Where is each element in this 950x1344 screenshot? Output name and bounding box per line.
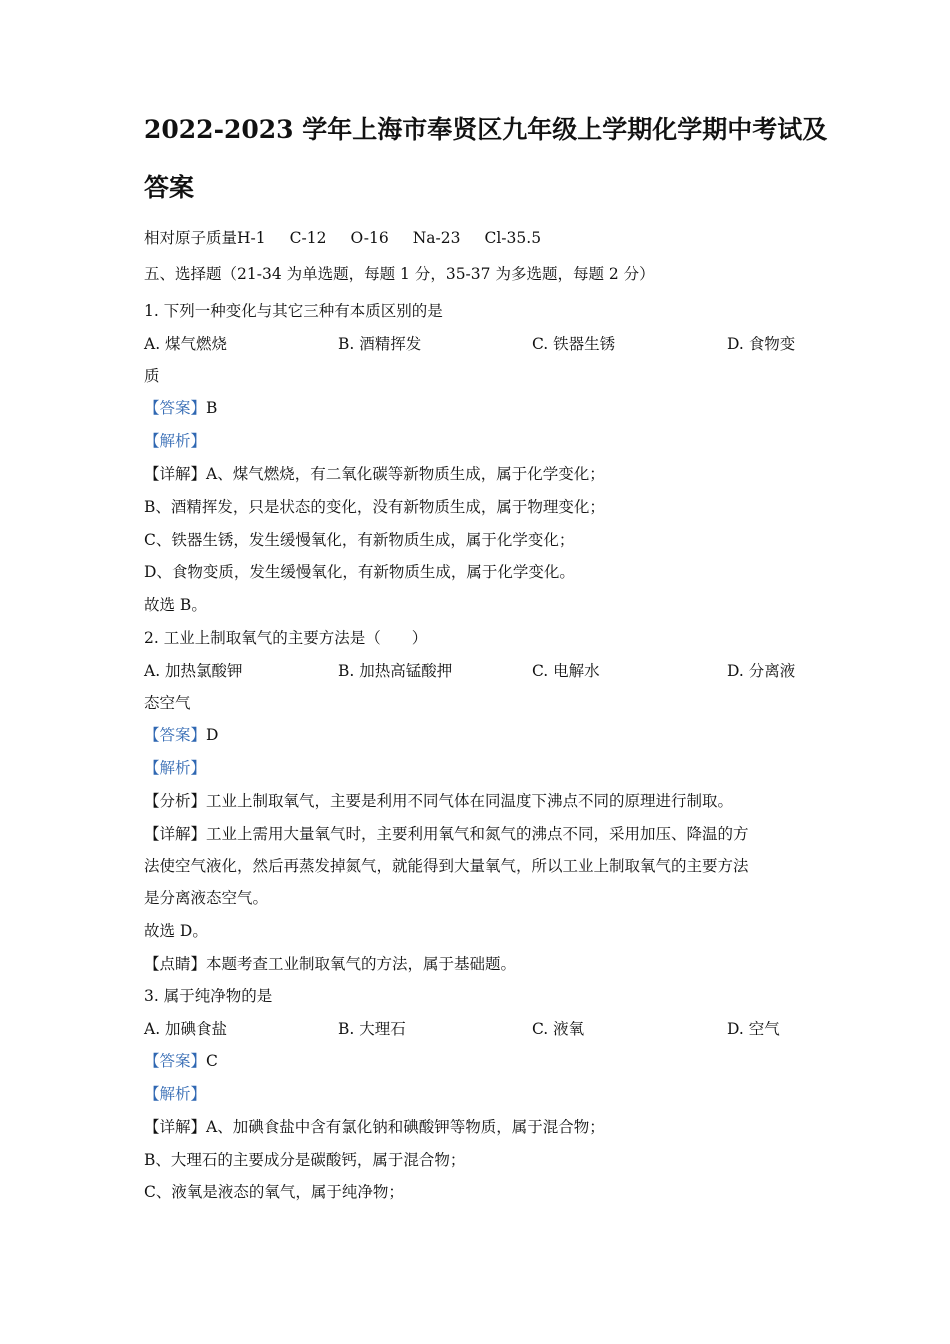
question-1-detail-line: D、食物变质，发生缓慢氧化，有新物质生成，属于化学变化。 — [144, 563, 575, 581]
fenxi-tag: 【分析】 — [144, 792, 207, 810]
atomic-mass-line — [144, 228, 565, 248]
answer-value: C — [206, 1052, 218, 1070]
question-1-option-wrap: 质 — [144, 367, 160, 385]
question-1-analysis-tag: 【解析】 — [144, 432, 207, 450]
question-2-answer — [144, 725, 218, 745]
question-3-detail-line: C、液氧是液态的氧气，属于纯净物； — [144, 1183, 404, 1201]
atomic-mass-item: H-1 — [237, 229, 266, 247]
atomic-mass-item: Cl-35.5 — [484, 229, 542, 247]
question-3-option-b: B. 大理石 — [338, 1020, 406, 1038]
dianjing-text: 本题考查工业制取氧气的方法，属于基础题。 — [206, 955, 517, 973]
question-3-option-d: D. 空气 — [727, 1020, 780, 1038]
dianjing-tag: 【点睛】 — [144, 955, 207, 973]
atomic-mass-item: Na-23 — [412, 229, 461, 247]
detail-text: A、煤气燃烧，有二氧化碳等新物质生成，属于化学变化； — [206, 465, 605, 483]
answer-tag: 【答案】 — [144, 726, 207, 744]
answer-tag: 【答案】 — [144, 1052, 207, 1070]
question-2-detail-line: 是分离液态空气。 — [144, 889, 269, 907]
detail-text: 工业上需用大量氧气时，主要利用氧气和氮气的沸点不同，采用加压、降温的方 — [206, 825, 749, 843]
question-1-stem: 1. 下列一种变化与其它三种有本质区别的是 — [144, 302, 443, 320]
atomic-mass-item: C-12 — [289, 229, 327, 247]
question-1-option-b: B. 酒精挥发 — [338, 335, 422, 353]
document-title: 2022-2023 学年上海市奉贤区九年级上学期化学期中考试及 — [144, 115, 828, 144]
question-1-detail-line: B、酒精挥发，只是状态的变化，没有新物质生成，属于物理变化； — [144, 498, 605, 516]
question-2-option-wrap: 态空气 — [144, 694, 191, 712]
question-2-detail-line: 法使空气液化，然后再蒸发掉氮气，就能得到大量氧气，所以工业上制取氧气的主要方法 — [144, 857, 749, 875]
atomic-mass-label: 相对原子质量 — [144, 229, 238, 247]
question-2-conclusion: 故选 D。 — [144, 922, 208, 940]
question-3-option-c: C. 液氧 — [532, 1020, 585, 1038]
detail-text: A、加碘食盐中含有氯化钠和碘酸钾等物质，属于混合物； — [206, 1118, 605, 1136]
question-2-option-c: C. 电解水 — [532, 662, 600, 680]
detail-tag: 【详解】 — [144, 1118, 207, 1136]
question-3-answer — [144, 1051, 218, 1071]
question-2-option-d: D. 分离液 — [727, 662, 796, 680]
detail-tag: 【详解】 — [144, 465, 207, 483]
question-3-stem: 3. 属于纯净物的是 — [144, 987, 273, 1005]
question-1-option-d: D. 食物变 — [727, 335, 796, 353]
fenxi-text: 工业上制取氧气，主要是利用不同气体在同温度下沸点不同的原理进行制取。 — [206, 792, 734, 810]
answer-value: B — [206, 399, 218, 417]
question-3-detail-line: B、大理石的主要成分是碳酸钙，属于混合物； — [144, 1151, 466, 1169]
answer-value: D — [206, 726, 219, 744]
atomic-mass-item: O-16 — [350, 229, 389, 247]
question-3-detail — [144, 1117, 605, 1137]
section-heading: 五、选择题（21-34 为单选题，每题 1 分，35-37 为多选题，每题 2 分） — [144, 265, 655, 283]
question-2-analysis-tag: 【解析】 — [144, 759, 207, 777]
question-1-option-c: C. 铁器生锈 — [532, 335, 616, 353]
detail-tag: 【详解】 — [144, 825, 207, 843]
question-1-answer — [144, 398, 217, 418]
question-1-option-a: A. 煤气燃烧 — [144, 335, 228, 353]
question-2-option-a: A. 加热氯酸钾 — [144, 662, 243, 680]
question-2-fenxi — [144, 791, 733, 811]
question-2-detail — [144, 824, 749, 844]
question-3-analysis-tag: 【解析】 — [144, 1085, 207, 1103]
question-1-conclusion: 故选 B。 — [144, 596, 207, 614]
question-2-dianjing — [144, 954, 516, 974]
question-2-option-b: B. 加热高锰酸押 — [338, 662, 453, 680]
answer-tag: 【答案】 — [144, 399, 207, 417]
question-3-option-a: A. 加碘食盐 — [144, 1020, 228, 1038]
document-title-continued: 答案 — [144, 173, 195, 202]
question-1-detail-line: C、铁器生锈，发生缓慢氧化，有新物质生成，属于化学变化； — [144, 531, 575, 549]
question-1-detail — [144, 464, 605, 484]
question-2-stem: 2. 工业上制取氧气的主要方法是（ ） — [144, 629, 428, 647]
